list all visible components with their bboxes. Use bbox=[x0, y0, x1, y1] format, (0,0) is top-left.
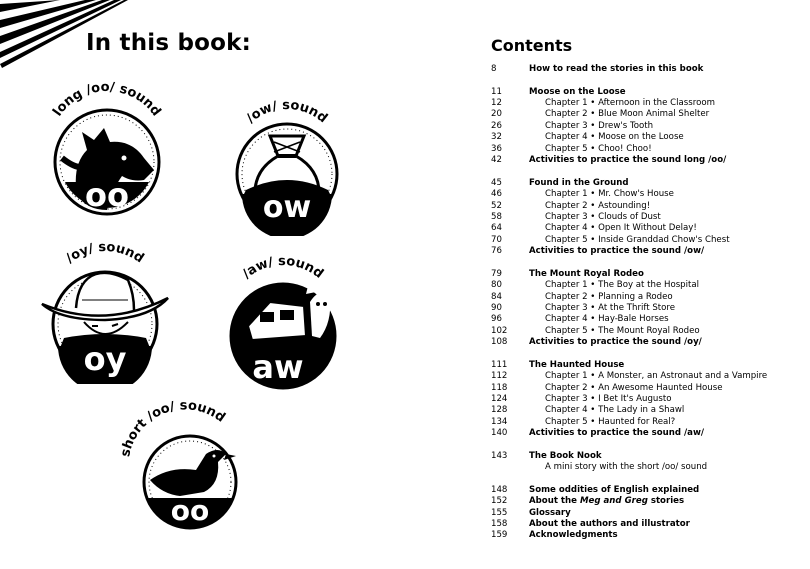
toc-page-number: 12 bbox=[491, 98, 502, 109]
toc-entry-section bbox=[491, 269, 791, 280]
toc-page-number: 58 bbox=[491, 211, 502, 222]
toc-entry-chapter bbox=[491, 121, 791, 132]
toc-spacer bbox=[491, 75, 791, 86]
toc-entry-section bbox=[491, 485, 791, 496]
left-page-title: In this book: bbox=[86, 30, 252, 56]
toc-entry-title: Chapter 5 • Inside Granddad Chow's Chest bbox=[545, 234, 730, 245]
badge-letters: aw bbox=[252, 348, 304, 386]
table-of-contents bbox=[491, 64, 791, 542]
badge-label: /aw/ sound bbox=[239, 253, 327, 282]
toc-page-number: 32 bbox=[491, 132, 502, 143]
toc-page-number: 118 bbox=[491, 382, 508, 393]
toc-page-number: 64 bbox=[491, 223, 502, 234]
toc-entry-title: Chapter 3 • Drew's Tooth bbox=[545, 120, 654, 131]
toc-entry-title: Glossary bbox=[529, 507, 571, 518]
toc-page-number: 148 bbox=[491, 484, 508, 495]
toc-entry-section bbox=[491, 496, 791, 507]
toc-entry-title: Chapter 1 • A Monster, an Astronaut and a Vampire bbox=[545, 371, 768, 382]
toc-entry-chapter bbox=[491, 405, 791, 416]
toc-entry-title: Acknowledgments bbox=[529, 530, 618, 541]
toc-entry-title: Chapter 2 • Blue Moon Animal Shelter bbox=[545, 109, 710, 120]
toc-entry-title: Chapter 3 • At the Thrift Store bbox=[545, 302, 676, 313]
toc-entry-chapter bbox=[491, 189, 791, 200]
toc-entry-title: Activities to practice the sound long /oo/ bbox=[529, 155, 727, 166]
toc-entry-activity bbox=[491, 246, 791, 257]
toc-entry-chapter bbox=[491, 326, 791, 337]
toc-entry-chapter bbox=[491, 201, 791, 212]
toc-page-number: 112 bbox=[491, 371, 508, 382]
toc-entry-title: Chapter 2 • Planning a Rodeo bbox=[545, 291, 673, 302]
toc-spacer bbox=[491, 257, 791, 268]
toc-page-number: 46 bbox=[491, 189, 502, 200]
toc-entry-title: Chapter 3 • I Bet It's Augusto bbox=[545, 393, 672, 404]
toc-page-number: 36 bbox=[491, 143, 502, 154]
toc-page-number: 124 bbox=[491, 393, 508, 404]
toc-entry-title: Chapter 4 • Moose on the Loose bbox=[545, 132, 684, 143]
toc-entry-title: Chapter 4 • The Lady in a Shawl bbox=[545, 405, 685, 416]
toc-entry-activity bbox=[491, 428, 791, 439]
toc-entry-chapter bbox=[491, 383, 791, 394]
toc-entry-title: Chapter 2 • An Awesome Haunted House bbox=[545, 382, 723, 393]
toc-entry-section bbox=[491, 64, 791, 75]
toc-page-number: 140 bbox=[491, 428, 508, 439]
toc-page-number: 96 bbox=[491, 314, 502, 325]
toc-entry-title: Chapter 3 • Clouds of Dust bbox=[545, 211, 661, 222]
toc-page-number: 108 bbox=[491, 337, 508, 348]
toc-entry-chapter bbox=[491, 212, 791, 223]
toc-page-number: 158 bbox=[491, 519, 508, 530]
toc-entry-title: Activities to practice the sound /aw/ bbox=[529, 428, 705, 439]
toc-page-number: 8 bbox=[491, 64, 497, 74]
toc-page-number: 80 bbox=[491, 280, 502, 291]
toc-page-number: 111 bbox=[491, 359, 508, 370]
toc-entry-title: Chapter 4 • Hay-Bale Horses bbox=[545, 314, 669, 325]
badge-short-oo bbox=[110, 400, 260, 550]
toc-entry-activity bbox=[491, 337, 791, 348]
badge-label: short /oo/ sound bbox=[118, 400, 228, 459]
toc-entry-chapter bbox=[491, 280, 791, 291]
toc-page-number: 155 bbox=[491, 507, 508, 518]
toc-entry-chapter bbox=[491, 223, 791, 234]
toc-entry-title: Activities to practice the sound /ow/ bbox=[529, 246, 705, 257]
toc-entry-chapter bbox=[491, 394, 791, 405]
badge-letters: oo bbox=[170, 494, 210, 527]
badge-ow bbox=[212, 86, 362, 236]
toc-spacer bbox=[491, 440, 791, 451]
toc-entry-chapter bbox=[491, 303, 791, 314]
toc-entry-chapter bbox=[491, 144, 791, 155]
toc-page-number: 11 bbox=[491, 86, 502, 97]
toc-entry-title: Chapter 2 • Astounding! bbox=[545, 200, 651, 211]
toc-entry-chapter bbox=[491, 109, 791, 120]
toc-entry-chapter bbox=[491, 132, 791, 143]
toc-entry-section bbox=[491, 87, 791, 98]
toc-entry-chapter bbox=[491, 292, 791, 303]
toc-entry-section bbox=[491, 508, 791, 519]
toc-page-number: 45 bbox=[491, 177, 502, 188]
toc-page-number: 42 bbox=[491, 155, 502, 166]
toc-page-number: 102 bbox=[491, 325, 508, 336]
toc-entry-title: Chapter 5 • Choo! Choo! bbox=[545, 143, 652, 154]
toc-page-number bbox=[491, 462, 529, 473]
toc-entry-title: How to read the stories in this book bbox=[529, 64, 704, 74]
toc-page-number: 90 bbox=[491, 302, 502, 313]
toc-entry-title: Chapter 4 • Open It Without Delay! bbox=[545, 223, 697, 234]
toc-entry-chapter bbox=[491, 314, 791, 325]
toc-page-number: 76 bbox=[491, 246, 502, 257]
toc-entry-chapter bbox=[491, 235, 791, 246]
toc-page-number: 20 bbox=[491, 109, 502, 120]
right-page bbox=[405, 0, 810, 569]
badge-long-oo bbox=[32, 70, 182, 220]
toc-page-number: 134 bbox=[491, 416, 508, 427]
toc-entry-chapter bbox=[491, 98, 791, 109]
toc-page-number: 79 bbox=[491, 268, 502, 279]
badge-aw bbox=[208, 246, 358, 396]
toc-entry-chapter bbox=[491, 371, 791, 382]
toc-entry-section bbox=[491, 530, 791, 541]
toc-entry-title: The Book Nook bbox=[529, 450, 602, 461]
toc-entry-section bbox=[491, 519, 791, 530]
toc-page-number: 84 bbox=[491, 291, 502, 302]
toc-entry-section bbox=[491, 451, 791, 462]
toc-entry-chapter bbox=[491, 462, 791, 473]
toc-page-number: 159 bbox=[491, 530, 508, 541]
toc-entry-title: Chapter 1 • Afternoon in the Classroom bbox=[545, 98, 715, 109]
toc-entry-title: A mini story with the short /oo/ sound bbox=[545, 462, 708, 473]
toc-entry-title: Chapter 1 • Mr. Chow's House bbox=[545, 189, 674, 200]
toc-entry-chapter bbox=[491, 417, 791, 428]
badge-label: /oy/ sound bbox=[63, 239, 147, 267]
toc-entry-title: Chapter 5 • Haunted for Real? bbox=[545, 416, 676, 427]
badge-letters: oo bbox=[85, 176, 129, 214]
toc-entry-title: The Haunted House bbox=[529, 359, 625, 370]
toc-spacer bbox=[491, 348, 791, 359]
toc-page-number: 143 bbox=[491, 450, 508, 461]
contents-title: Contents bbox=[491, 36, 573, 55]
toc-entry-title: Some oddities of English explained bbox=[529, 484, 700, 495]
badge-letters: ow bbox=[262, 190, 312, 225]
toc-entry-title: About the authors and illustrator bbox=[529, 519, 690, 530]
toc-entry-section bbox=[491, 360, 791, 371]
badge-letters: oy bbox=[83, 340, 127, 378]
badge-oy bbox=[30, 234, 180, 384]
toc-entry-title: Moose on the Loose bbox=[529, 86, 626, 97]
toc-spacer bbox=[491, 166, 791, 177]
toc-page-number: 26 bbox=[491, 120, 502, 131]
toc-page-number: 152 bbox=[491, 496, 508, 507]
toc-spacer bbox=[491, 474, 791, 485]
toc-page-number: 52 bbox=[491, 200, 502, 211]
toc-entry-title: Chapter 5 • The Mount Royal Rodeo bbox=[545, 325, 700, 336]
badge-label: long /oo/ sound bbox=[50, 79, 164, 120]
toc-entry-title: Found in the Ground bbox=[529, 177, 629, 188]
toc-entry-activity bbox=[491, 155, 791, 166]
toc-entry-title: Activities to practice the sound /oy/ bbox=[529, 337, 702, 348]
toc-page-number: 128 bbox=[491, 405, 508, 416]
toc-page-number: 70 bbox=[491, 234, 502, 245]
toc-entry-title: About the Meg and Greg stories bbox=[529, 496, 685, 507]
badge-label: /ow/ sound bbox=[243, 97, 331, 127]
toc-entry-title: The Mount Royal Rodeo bbox=[529, 268, 644, 279]
toc-entry-section bbox=[491, 178, 791, 189]
toc-entry-title: Chapter 1 • The Boy at the Hospital bbox=[545, 280, 700, 291]
